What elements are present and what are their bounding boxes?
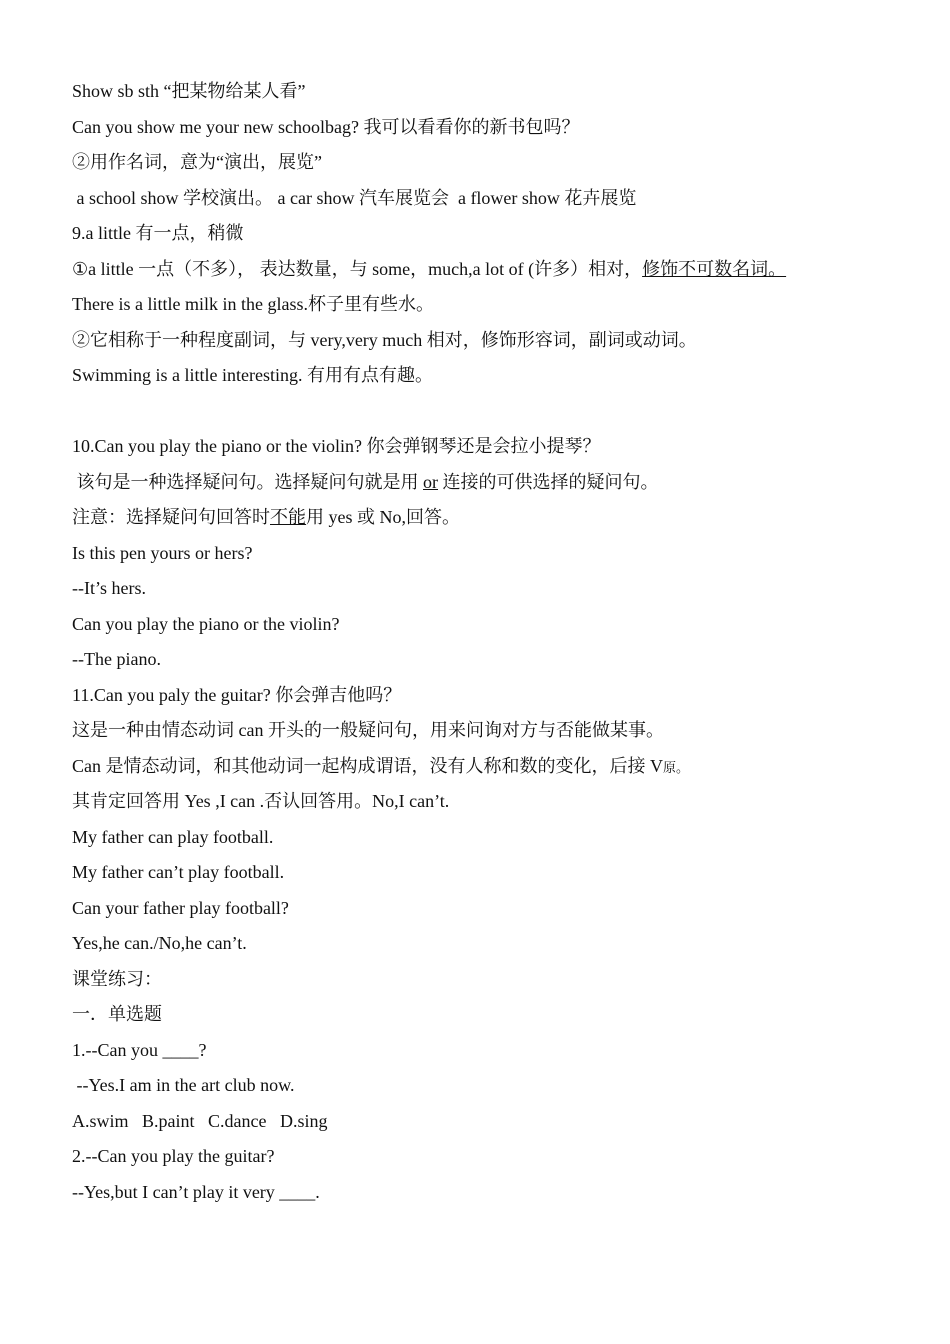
text-line <box>72 252 892 288</box>
text-segment: Can 是情态动词，和其他动词一起构成谓语，没有人称和数的变化，后接 V <box>72 755 663 776</box>
blank-line <box>72 394 892 430</box>
text-line: Show sb sth “把某物给某人看” <box>72 81 306 101</box>
text-line: There is a little milk in the glass.杯子里有些水。 <box>72 294 434 314</box>
text-line: ②它相称于一种程度副词，与 very,very much 相对，修饰形容词，副词或动词。 <box>72 329 697 350</box>
underlined-text: 修饰不可数名词。 <box>642 258 787 279</box>
text-line: My father can’t play football. <box>72 862 285 882</box>
text-line: --It’s hers. <box>72 578 146 598</box>
text-segment: 连接的可供选择的疑问句。 <box>438 471 659 492</box>
question-text: 1.--Can you ____? <box>72 1039 207 1060</box>
text-line: Can you show me your new schoolbag? 我可以看看你的新书包吗？ <box>72 116 580 137</box>
question-text: --Yes.I am in the art club now. <box>72 1075 295 1095</box>
section-heading: 一．单选题 <box>72 1004 162 1024</box>
text-line: Can you play the piano or the violin? <box>72 613 340 634</box>
answer-options: A.swim B.paint C.dance D.sing <box>72 1110 328 1131</box>
question-text: 2.--Can you play the guitar? <box>72 1146 275 1166</box>
text-segment: 注意：选择疑问句回答时 <box>72 507 270 527</box>
text-line <box>72 465 892 501</box>
text-line: Swimming is a little interesting. 有用有点有趣。 <box>72 365 433 385</box>
text-segment: 该句是一种选择疑问句。选择疑问句就是用 <box>72 471 423 492</box>
text-line: Can your father play football? <box>72 897 289 918</box>
text-line: Is this pen yours or hers? <box>72 542 253 563</box>
text-line: My father can play football. <box>72 826 274 847</box>
underlined-text: or <box>423 471 438 492</box>
text-line: 9.a little 有一点，稍微 <box>72 223 244 243</box>
text-line: 这是一种由情态动词 can 开头的一般疑问句，用来问询对方与否能做某事。 <box>72 720 664 740</box>
text-line <box>72 749 892 785</box>
text-line: 11.Can you paly the guitar? 你会弹吉他吗？ <box>72 684 402 705</box>
underlined-text: 不能 <box>270 507 306 527</box>
small-text: 原。 <box>663 759 690 775</box>
text-line <box>72 500 892 536</box>
text-line: ②用作名词，意为“演出，展览” <box>72 152 322 172</box>
text-line: a school show 学校演出。 a car show 汽车展览会 a flower show 花卉展览 <box>72 187 637 208</box>
text-line: --The piano. <box>72 649 161 669</box>
text-line: 10.Can you play the piano or the violin? 你会弹钢琴还是会拉小提琴？ <box>72 436 601 456</box>
question-text: --Yes,but I can’t play it very ____. <box>72 1181 320 1202</box>
text-segment: 用 yes 或 No,回答。 <box>306 507 460 527</box>
text-line: 其肯定回答用 Yes ,I can .否认回答用。No,I can’t. <box>72 791 450 811</box>
document-page <box>72 74 892 1210</box>
section-heading: 课堂练习： <box>72 968 162 989</box>
text-segment: ①a little 一点（不多）， 表达数量，与 some，much,a lot of (许多）相对， <box>72 258 643 279</box>
text-line: Yes,he can./No,he can’t. <box>72 933 247 953</box>
